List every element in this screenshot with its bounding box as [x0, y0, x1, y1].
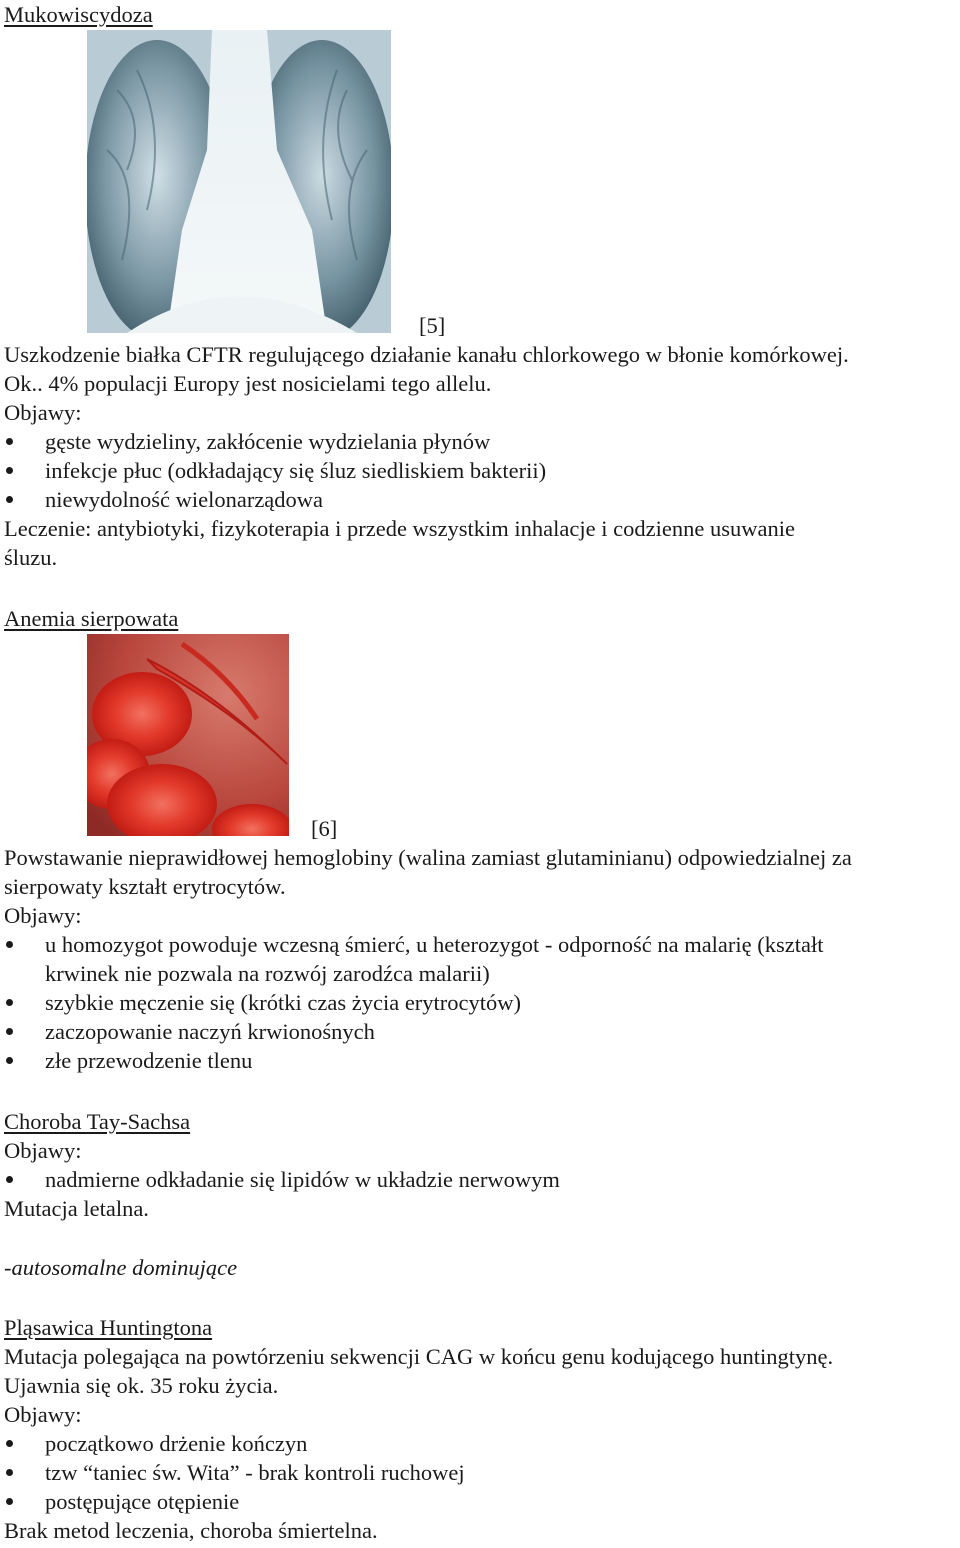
bullet-icon	[6, 941, 13, 948]
huntington-note: Brak metod leczenia, choroba śmiertelna.	[4, 1518, 378, 1543]
cf-description-2: Ok.. 4% populacji Europy jest nosicielami tego allelu.	[4, 371, 492, 396]
huntington-symptoms-label: Objawy:	[4, 1402, 82, 1427]
cf-description-1: Uszkodzenie białka CFTR regulującego działanie kanału chlorkowego w błonie komórkowej.	[4, 342, 849, 367]
reference-5: [5]	[419, 313, 446, 338]
section-title-sickle: Anemia sierpowata	[4, 606, 179, 631]
bullet-icon	[6, 1028, 13, 1035]
section-title-tay-sachs: Choroba Tay-Sachsa	[4, 1109, 191, 1134]
cf-symptoms-label: Objawy:	[4, 400, 82, 425]
bullet-icon	[6, 1176, 13, 1183]
sickle-cells-image	[87, 634, 289, 836]
bullet-icon	[6, 496, 13, 503]
huntington-description-2: Ujawnia się ok. 35 roku życia.	[4, 1373, 279, 1398]
bullet-icon	[6, 999, 13, 1006]
tay-note: Mutacja letalna.	[4, 1196, 149, 1221]
bullet-icon	[6, 467, 13, 474]
chest-xray-image	[87, 30, 391, 333]
sickle-description-1: Powstawanie nieprawidłowej hemoglobiny (walina zamiast glutaminianu) odpowiedzialnej za	[4, 845, 852, 870]
bullet-icon	[6, 1498, 13, 1505]
bullet-icon	[6, 1440, 13, 1447]
section-title-cf: Mukowiscydoza	[4, 2, 153, 27]
cf-treatment-2: śluzu.	[4, 545, 58, 570]
huntington-description-1: Mutacja polegająca na powtórzeniu sekwencji CAG w końcu genu kodującego huntingtynę.	[4, 1344, 834, 1369]
bullet-icon	[6, 1469, 13, 1476]
tay-symptoms-label: Objawy:	[4, 1138, 82, 1163]
bullet-icon	[6, 1057, 13, 1064]
cf-treatment-1: Leczenie: antybiotyki, fizykoterapia i przede wszystkim inhalacje i codzienne usuwanie	[4, 516, 795, 541]
sickle-description-2: sierpowaty kształt erytrocytów.	[4, 874, 286, 899]
sickle-symptoms-label: Objawy:	[4, 903, 82, 928]
section-title-huntington: Pląsawica Huntingtona	[4, 1315, 213, 1340]
reference-6: [6]	[311, 816, 338, 841]
category-label-dominant: -autosomalne dominujące	[4, 1255, 238, 1280]
bullet-icon	[6, 438, 13, 445]
